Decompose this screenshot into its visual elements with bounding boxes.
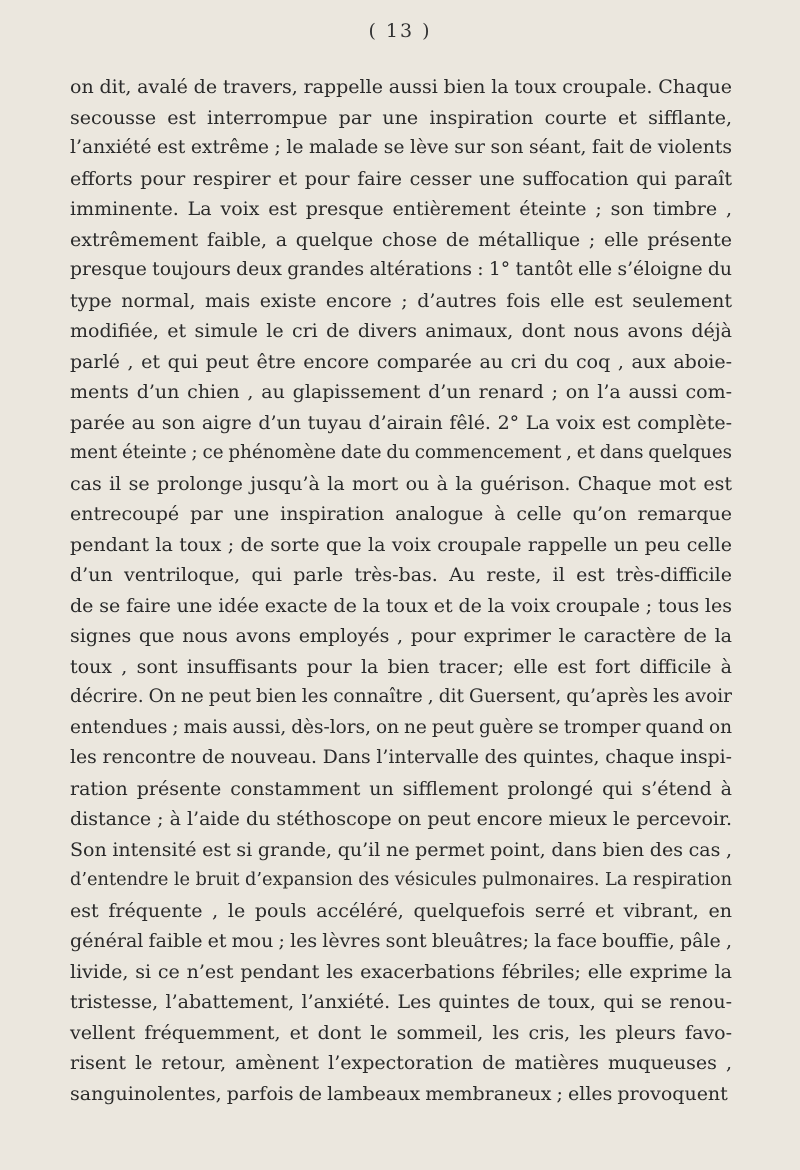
text-line: vellent fréquemment, et dont le sommeil, les cris, les pleurs favo- [70, 1021, 732, 1044]
text-line: de se faire une idée exacte de la toux et de la voix croupale ; tous les [70, 594, 732, 617]
text-line: distance ; à l’aide du stéthoscope on peut encore mieux le percevoir. [70, 808, 732, 830]
text-line: toux , sont insuffisants pour la bien tracer; elle est fort difficile à [70, 655, 732, 678]
text-line: signes que nous avons employés , pour exprimer le caractère de la [70, 625, 732, 647]
text-line: extrêmement faible, a quelque chose de métallique ; elle présente [70, 228, 732, 251]
text-line: risent le retour, amènent l’expectoration de matières muqueuses , [70, 1052, 732, 1074]
text-line: l’anxiété est extrême ; le malade se lève sur son séant, fait de violents [70, 137, 732, 158]
text-line: type normal, mais existe encore ; d’autres fois elle est seulement [70, 289, 732, 312]
text-line: général faible et mou ; les lèvres sont bleuâtres; la face bouffie, pâle , [70, 930, 732, 952]
page-number: ( 13 ) [368, 20, 432, 42]
text-line: tristesse, l’abattement, l’anxiété. Les quintes de toux, qui se renou- [70, 991, 732, 1013]
text-line: d’entendre le bruit d’expansion des vésicules pulmonaires. La respiration [70, 870, 732, 890]
text-line: on dit, avalé de travers, rappelle aussi bien la toux croupale. Chaque [70, 76, 732, 98]
text-line: est fréquente , le pouls accéléré, quelquefois serré et vibrant, en [70, 899, 732, 922]
body-text [70, 72, 732, 1109]
text-line: Son intensité est si grande, qu’il ne permet point, dans bien des cas , [70, 838, 732, 861]
text-line: secousse est interrompue par une inspiration courte et sifflante, [70, 106, 732, 129]
text-line: entendues ; mais aussi, dès-lors, on ne peut guère se tromper quand on [70, 716, 732, 738]
text-line: les rencontre de nouveau. Dans l’intervalle des quintes, chaque inspi- [70, 747, 732, 768]
text-line: modifiée, et simule le cri de divers animaux, dont nous avons déjà [70, 320, 732, 342]
text-line: ment éteinte ; ce phénomène date du commencement , et dans quelques [70, 442, 732, 463]
text-line: imminente. La voix est presque entièrement éteinte ; son timbre , [70, 198, 732, 220]
text-line: presque toujours deux grandes altérations : 1° tantôt elle s’éloigne du [70, 259, 732, 280]
text-line: sanguinolentes, parfois de lambeaux membraneux ; elles provoquent [70, 1082, 728, 1105]
text-line: décrire. On ne peut bien les connaître , dit Guersent, qu’après les avoir [70, 686, 732, 707]
text-line: entrecoupé par une inspiration analogue à celle qu’on remarque [70, 503, 732, 525]
text-line: livide, si ce n’est pendant les exacerbations fébriles; elle exprime la [70, 960, 732, 983]
text-line: ration présente constamment un sifflement prolongé qui s’étend à [70, 777, 732, 800]
text-line: parlé , et qui peut être encore comparée au cri du coq , aux aboie- [70, 350, 732, 373]
text-line: efforts pour respirer et pour faire cesser une suffocation qui paraît [70, 167, 732, 190]
text-line: ments d’un chien , au glapissement d’un renard ; on l’a aussi com- [70, 381, 732, 403]
text-line: d’un ventriloque, qui parle très-bas. Au reste, il est très-difficile [70, 564, 732, 586]
text-line: pendant la toux ; de sorte que la voix croupale rappelle un peu celle [70, 533, 732, 556]
text-line: parée au son aigre d’un tuyau d’airain fêlé. 2° La voix est complète- [70, 411, 732, 434]
text-line: cas il se prolonge jusqu’à la mort ou à la guérison. Chaque mot est [70, 472, 732, 495]
